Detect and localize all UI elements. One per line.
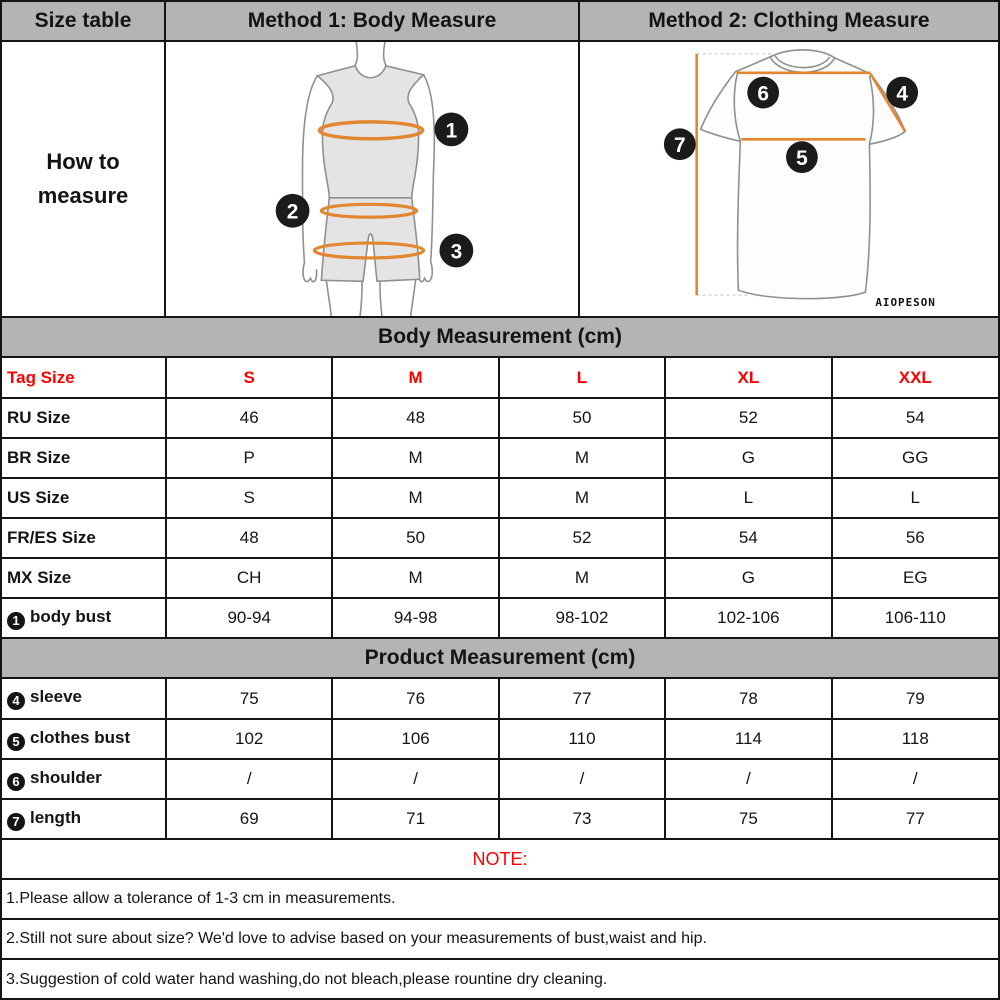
note-item-2: 2.Still not sure about size? We'd love to advise based on your measurements of bust,waist and hip. — [2, 920, 998, 960]
cell-value: 106 — [332, 719, 498, 759]
product-measurement-title: Product Measurement (cm) — [2, 639, 998, 679]
body-neck — [354, 42, 387, 67]
cell-value: L — [832, 478, 998, 518]
cell-value: XXL — [832, 358, 998, 398]
cell-value: 102-106 — [665, 598, 831, 638]
table-row — [2, 719, 998, 759]
note-item-1: 1.Please allow a tolerance of 1-3 cm in measurements. — [2, 880, 998, 920]
cell-value: 77 — [499, 679, 665, 719]
tshirt-body — [701, 50, 906, 299]
marker-6-label: 6 — [757, 82, 769, 106]
cell-value: 75 — [665, 799, 831, 839]
body-measurement-title: Body Measurement (cm) — [2, 318, 998, 358]
row-number-badge: 6 — [7, 773, 25, 791]
body-measurement-table — [2, 358, 998, 639]
marker-7-label: 7 — [674, 134, 686, 158]
cell-value: 52 — [665, 398, 831, 438]
cell-value: 114 — [665, 719, 831, 759]
tshirt-illustration — [580, 42, 998, 316]
table-row — [2, 598, 998, 638]
cell-value: M — [499, 478, 665, 518]
cell-value: 76 — [332, 679, 498, 719]
brand-text: AIOPESON — [875, 296, 936, 310]
row-label: 1 body bust — [2, 598, 166, 638]
row-label: Tag Size — [2, 358, 166, 398]
row-label: 5 clothes bust — [2, 719, 166, 759]
cell-value: M — [332, 358, 498, 398]
body-measure-diagram — [166, 42, 580, 316]
cell-value: 71 — [332, 799, 498, 839]
clothing-measure-diagram — [580, 42, 998, 316]
illustration-row — [2, 42, 998, 318]
row-number-badge: 1 — [7, 612, 25, 630]
cell-value: 48 — [166, 518, 332, 558]
marker-4-label: 4 — [896, 82, 908, 106]
cell-value: 78 — [665, 679, 831, 719]
table-row — [2, 759, 998, 799]
cell-value: GG — [832, 438, 998, 478]
cell-value: 56 — [832, 518, 998, 558]
cell-value: 75 — [166, 679, 332, 719]
note-title: NOTE: — [2, 840, 998, 880]
cell-value: / — [665, 759, 831, 799]
cell-value: 79 — [832, 679, 998, 719]
note-item-3: 3.Suggestion of cold water hand washing,do not bleach,please rountine dry cleaning. — [6, 971, 608, 988]
table-row — [2, 398, 998, 438]
top-header-row — [2, 2, 998, 42]
how-to-measure-label — [2, 42, 166, 316]
cell-value: / — [166, 759, 332, 799]
method1-header: Method 1: Body Measure — [166, 2, 580, 40]
cell-value: 50 — [332, 518, 498, 558]
table-row — [2, 679, 998, 719]
cell-value: 54 — [665, 518, 831, 558]
table-row — [2, 799, 998, 839]
cell-value: 110 — [499, 719, 665, 759]
cell-value: G — [665, 438, 831, 478]
table-row — [2, 478, 998, 518]
tank-top — [317, 66, 423, 198]
cell-value: 94-98 — [332, 598, 498, 638]
how-to-line1: How to — [46, 149, 120, 174]
row-label: US Size — [2, 478, 166, 518]
cell-value: CH — [166, 558, 332, 598]
method2-header: Method 2: Clothing Measure — [580, 2, 998, 40]
cell-value: M — [332, 558, 498, 598]
cell-value: / — [499, 759, 665, 799]
body-legs — [326, 279, 415, 316]
cell-value: / — [832, 759, 998, 799]
marker-1-label: 1 — [445, 119, 458, 143]
cell-value: M — [332, 438, 498, 478]
cell-value: S — [166, 478, 332, 518]
row-number-badge: 4 — [7, 692, 25, 710]
cell-value: G — [665, 558, 831, 598]
cell-value: 77 — [832, 799, 998, 839]
cell-value: 46 — [166, 398, 332, 438]
cell-value: L — [499, 358, 665, 398]
cell-value: 102 — [166, 719, 332, 759]
row-number-badge: 5 — [7, 733, 25, 751]
row-label: MX Size — [2, 558, 166, 598]
how-to-line2: measure — [37, 183, 129, 208]
row-label: FR/ES Size — [2, 518, 166, 558]
cell-value: L — [665, 478, 831, 518]
cell-value: / — [332, 759, 498, 799]
table-row — [2, 358, 998, 398]
cell-value: 90-94 — [166, 598, 332, 638]
product-measurement-table — [2, 679, 998, 840]
cell-value: 52 — [499, 518, 665, 558]
body-figure-illustration — [166, 42, 578, 316]
row-label: BR Size — [2, 438, 166, 478]
cell-value: 48 — [332, 398, 498, 438]
marker-2-label: 2 — [286, 200, 299, 224]
row-number-badge: 7 — [7, 813, 25, 831]
cell-value: 106-110 — [832, 598, 998, 638]
cell-value: M — [499, 558, 665, 598]
marker-3-label: 3 — [450, 240, 463, 264]
cell-value: 50 — [499, 398, 665, 438]
cell-value: 69 — [166, 799, 332, 839]
row-label: 4 sleeve — [2, 679, 166, 719]
cell-value: 118 — [832, 719, 998, 759]
cell-value: 98-102 — [499, 598, 665, 638]
cell-value: 73 — [499, 799, 665, 839]
cell-value: P — [166, 438, 332, 478]
size-table-header: Size table — [2, 2, 166, 40]
table-row — [2, 558, 998, 598]
cell-value: M — [332, 478, 498, 518]
cell-value: EG — [832, 558, 998, 598]
row-label: 7 length — [2, 799, 166, 839]
cell-value: XL — [665, 358, 831, 398]
table-row — [2, 438, 998, 478]
shorts — [321, 198, 419, 281]
table-row — [2, 518, 998, 558]
row-label: RU Size — [2, 398, 166, 438]
cell-value: 54 — [832, 398, 998, 438]
row-label: 6 shoulder — [2, 759, 166, 799]
marker-5-label: 5 — [796, 147, 808, 171]
body-right-arm — [419, 75, 434, 282]
cell-value: M — [499, 438, 665, 478]
cell-value: S — [166, 358, 332, 398]
